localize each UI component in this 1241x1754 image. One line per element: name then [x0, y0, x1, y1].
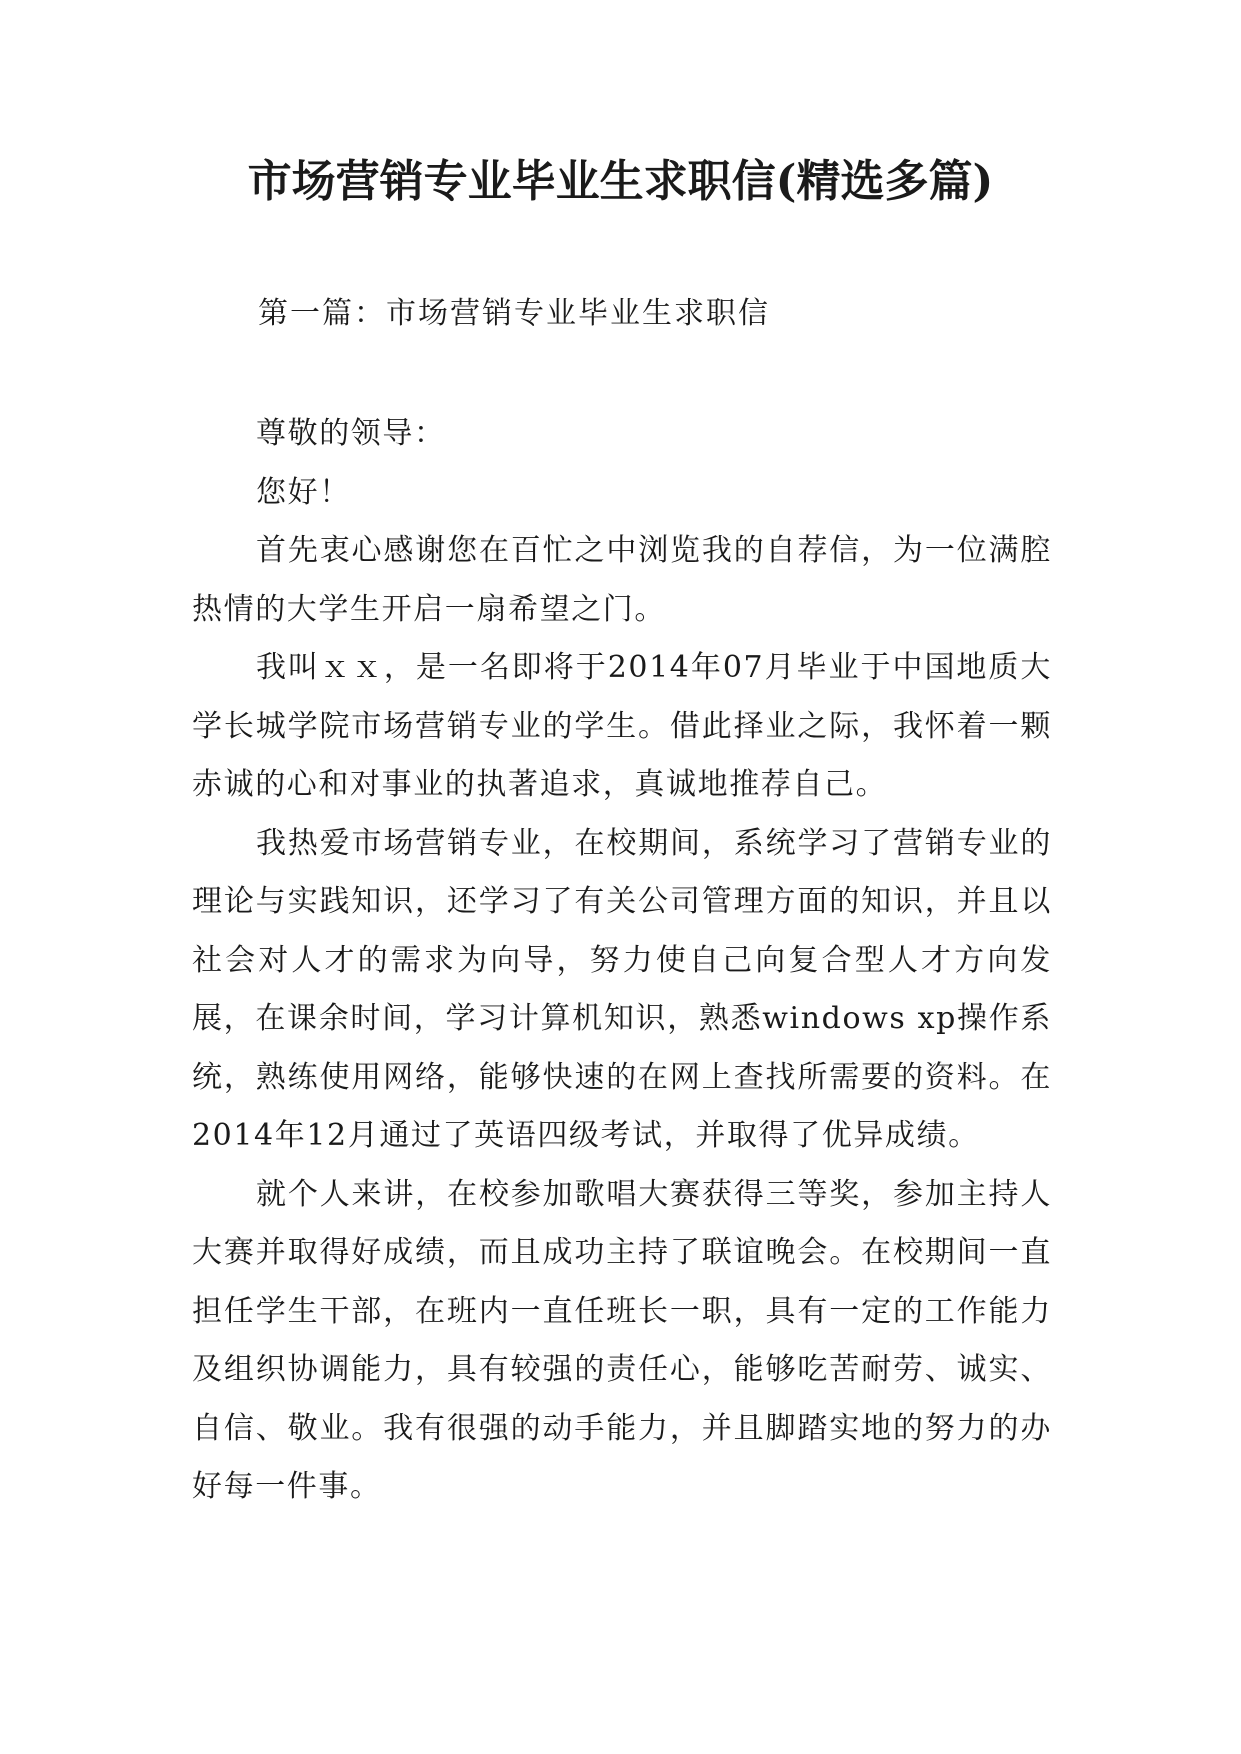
body-paragraph: 我叫ｘｘ，是一名即将于2014年07月毕业于中国地质大学长城学院市场营销专业的学生。借此择业之际，我怀着一颗赤诚的心和对事业的执著追求，真诚地推荐自己。	[192, 650, 1052, 802]
body-paragraph: 首先衷心感谢您在百忙之中浏览我的自荐信，为一位满腔热情的大学生开启一扇希望之门。	[192, 533, 1052, 627]
document-title: 市场营销专业毕业生求职信(精选多篇)	[247, 156, 994, 207]
letter-body	[192, 405, 1052, 1517]
greeting: 您好！	[256, 474, 351, 510]
salutation: 尊敬的领导：	[256, 416, 446, 451]
body-paragraph: 就个人来讲，在校参加歌唱大赛获得三等奖，参加主持人大赛并取得好成绩，而且成功主持了联谊晚会。在校期间一直担任学生干部，在班内一直任班长一职，具有一定的工作能力及组织协调能力，具有较强的责任心，能够吃苦耐劳、诚实、自信、敬业。我有很强的动手能力，并且脚踏实地的努力的办好每一件事。	[192, 1176, 1052, 1504]
body-paragraph: 我热爱市场营销专业，在校期间，系统学习了营销专业的理论与实践知识，还学习了有关公司管理方面的知识，并且以社会对人才的需求为向导，努力使自己向复合型人才方向发展，在课余时间，学习计算机知识，熟悉windows xp操作系统，熟练使用网络，能够快速的在网上查找所需要的资料。在2014年12月通过了英语四级考试，并取得了优异成绩。	[192, 825, 1052, 1153]
section-heading: 第一篇：市场营销专业毕业生求职信	[258, 296, 770, 331]
